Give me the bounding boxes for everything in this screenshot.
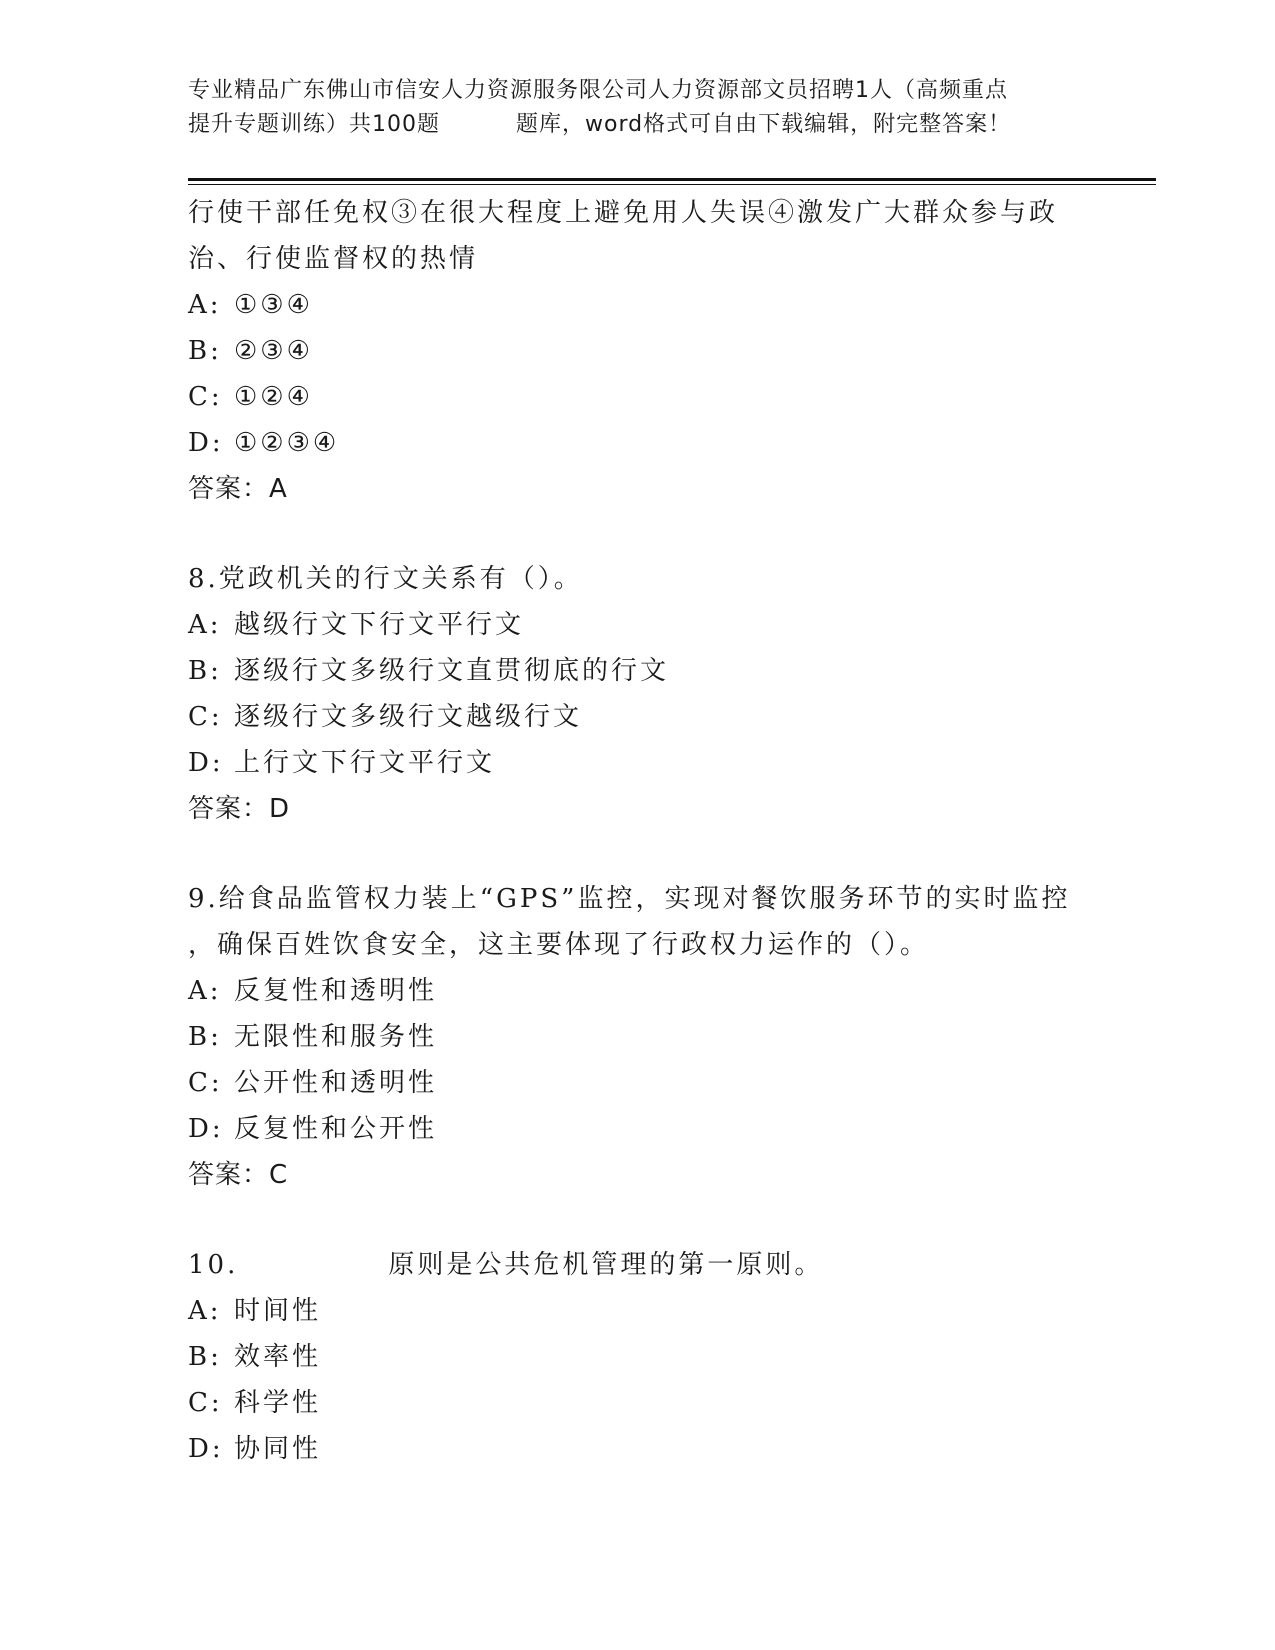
option-text: ②③④ [234, 336, 313, 366]
option-text: ①②④ [234, 382, 313, 412]
option-letter: B: [188, 1342, 222, 1372]
answer-line: 答案：D [188, 794, 291, 824]
option-letter: C: [188, 1388, 223, 1418]
option-letter: B: [188, 336, 222, 366]
option-a [188, 1288, 1088, 1334]
option-text: 越级行文下行文平行文 [234, 610, 525, 640]
option-letter: A: [188, 290, 222, 320]
answer-line: 答案：A [188, 474, 288, 504]
question-text: 原则是公共危机管理的第一原则。 [388, 1250, 824, 1280]
option-letter: B: [188, 656, 222, 686]
option-c [188, 1380, 1088, 1426]
option-letter: D: [188, 428, 224, 458]
option-letter: A: [188, 976, 222, 1006]
option-text: 逐级行文多级行文直贯彻底的行文 [234, 656, 670, 686]
question-7 [188, 190, 1088, 512]
question-stem: 8.党政机关的行文关系有（）。 [188, 564, 583, 594]
option-d [188, 1426, 1088, 1472]
header-divider-thin [188, 184, 1156, 185]
option-a [188, 968, 1088, 1014]
option-text: 协同性 [234, 1434, 322, 1464]
header-title-part-b: 题库，word格式可自由下载编辑，附完整答案！ [516, 112, 1012, 137]
option-text: 公开性和透明性 [234, 1068, 438, 1098]
option-letter: D: [188, 748, 224, 778]
question-10 [188, 1242, 1088, 1472]
option-a [188, 602, 1088, 648]
option-text: ①③④ [234, 290, 313, 320]
header-title-line-2 [188, 108, 1088, 142]
question-stem: 行使干部任免权③在很大程度上避免用人失误④激发广大群众参与政 [188, 198, 1059, 228]
option-letter: D: [188, 1434, 224, 1464]
question-stem: ，确保百姓饮食安全，这主要体现了行政权力运作的（）。 [188, 930, 930, 960]
answer-line: 答案：C [188, 1160, 289, 1190]
option-text: 反复性和公开性 [234, 1114, 438, 1144]
option-text: 上行文下行文平行文 [234, 748, 496, 778]
option-letter: C: [188, 382, 223, 412]
option-b [188, 1334, 1088, 1380]
option-b [188, 1014, 1088, 1060]
option-b [188, 328, 1088, 374]
option-d [188, 420, 1088, 466]
option-d [188, 740, 1088, 786]
option-text: 反复性和透明性 [234, 976, 438, 1006]
option-text: 时间性 [234, 1296, 322, 1326]
option-c [188, 1060, 1088, 1106]
header-title-part-a: 提升专题训练）共100题 [188, 112, 440, 137]
question-9 [188, 876, 1088, 1198]
question-list [188, 190, 1088, 1472]
option-text: 科学性 [234, 1388, 322, 1418]
option-letter: C: [188, 702, 223, 732]
option-letter: C: [188, 1068, 223, 1098]
option-letter: D: [188, 1114, 224, 1144]
option-a [188, 282, 1088, 328]
question-stem [188, 1242, 1088, 1288]
page-header [188, 74, 1088, 142]
option-b [188, 648, 1088, 694]
option-c [188, 694, 1088, 740]
header-divider-thick [188, 178, 1156, 181]
header-title-line-1: 专业精品广东佛山市信安人力资源服务限公司人力资源部文员招聘1人（高频重点 [188, 78, 1008, 103]
question-stem: 治、行使监督权的热情 [188, 244, 479, 274]
question-stem: 9.给食品监管权力装上“GPS”监控，实现对餐饮服务环节的实时监控 [188, 884, 1071, 914]
option-text: 无限性和服务性 [234, 1022, 438, 1052]
option-letter: A: [188, 1296, 222, 1326]
option-text: 效率性 [234, 1342, 322, 1372]
option-letter: B: [188, 1022, 222, 1052]
option-letter: A: [188, 610, 222, 640]
option-text: 逐级行文多级行文越级行文 [234, 702, 583, 732]
option-c [188, 374, 1088, 420]
question-number: 10. [188, 1250, 239, 1280]
question-8 [188, 556, 1088, 832]
option-d [188, 1106, 1088, 1152]
option-text: ①②③④ [234, 428, 340, 458]
